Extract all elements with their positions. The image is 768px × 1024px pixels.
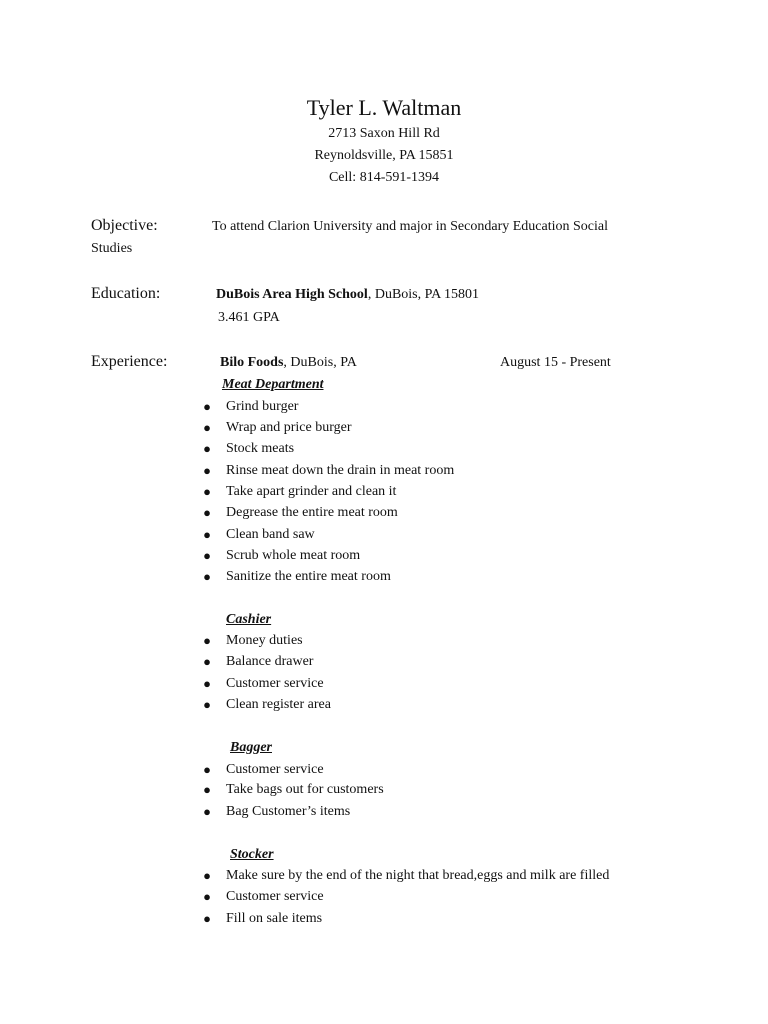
duty-item: Wrap and price burger xyxy=(226,420,352,435)
duty-item: Clean register area xyxy=(226,697,331,712)
bullet-icon: ● xyxy=(203,505,211,520)
duty-item: Money duties xyxy=(226,633,303,648)
bullet-icon: ● xyxy=(203,484,211,499)
school-location: , DuBois, PA 15801 xyxy=(367,287,479,302)
objective-text-line-2: Studies xyxy=(91,241,133,256)
bullet-icon: ● xyxy=(203,633,211,648)
duty-item: Degrease the entire meat room xyxy=(226,505,398,520)
duty-item: Rinse meat down the drain in meat room xyxy=(226,463,455,478)
duty-item: Stock meats xyxy=(226,441,295,456)
experience-label: Experience: xyxy=(91,353,168,370)
objective-label: Objective: xyxy=(91,217,158,234)
duty-item: Take bags out for customers xyxy=(226,782,384,797)
role-title-bagger: Bagger xyxy=(230,740,272,755)
bullet-icon: ● xyxy=(203,868,211,883)
bullet-icon: ● xyxy=(203,527,211,542)
bullet-icon: ● xyxy=(203,654,211,669)
bullet-icon: ● xyxy=(203,804,211,819)
duty-item: Clean band saw xyxy=(226,527,315,542)
bullet-icon: ● xyxy=(203,762,211,777)
gpa: 3.461 GPA xyxy=(218,310,280,325)
duty-item: Customer service xyxy=(226,762,324,777)
duty-item: Fill on sale items xyxy=(226,911,323,926)
objective-text-line-1: To attend Clarion University and major in Secondary Education Social xyxy=(212,219,608,234)
employer-location: , DuBois, PA xyxy=(283,355,357,370)
employer-name: Bilo Foods xyxy=(220,355,284,370)
role-title-cashier: Cashier xyxy=(226,612,272,627)
duty-item: Take apart grinder and clean it xyxy=(226,484,397,499)
bullet-icon: ● xyxy=(203,676,211,691)
duty-item: Grind burger xyxy=(226,399,299,414)
phone-number: Cell: 814-591-1394 xyxy=(328,170,440,185)
bullet-icon: ● xyxy=(203,911,211,926)
bullet-icon: ● xyxy=(203,889,211,904)
bullet-icon: ● xyxy=(203,420,211,435)
bullet-icon: ● xyxy=(203,399,211,414)
bullet-icon: ● xyxy=(203,441,211,456)
resume-name: Tyler L. Waltman xyxy=(306,95,462,120)
role-title-meat-department: Meat Department xyxy=(222,377,324,392)
street-address: 2713 Saxon Hill Rd xyxy=(328,126,440,141)
duty-item: Customer service xyxy=(226,676,324,691)
city-line: Reynoldsville, PA 15851 xyxy=(314,148,454,163)
duty-item: Balance drawer xyxy=(226,654,314,669)
duty-item: Customer service xyxy=(226,889,324,904)
duty-item: Make sure by the end of the night that bread,eggs and milk are filled xyxy=(226,868,610,883)
bullet-icon: ● xyxy=(203,548,211,563)
bullet-icon: ● xyxy=(203,569,211,584)
education-label: Education: xyxy=(91,285,161,302)
bullet-icon: ● xyxy=(203,782,211,797)
employment-dates: August 15 - Present xyxy=(500,355,611,370)
bullet-icon: ● xyxy=(203,463,211,478)
duty-item: Sanitize the entire meat room xyxy=(226,569,391,584)
school-name: DuBois Area High School xyxy=(216,287,368,302)
role-title-stocker: Stocker xyxy=(230,847,274,862)
bullet-icon: ● xyxy=(203,697,211,712)
employer-line xyxy=(220,354,357,372)
duty-item: Scrub whole meat room xyxy=(226,548,361,563)
education-school-line xyxy=(216,286,479,304)
duty-item: Bag Customer’s items xyxy=(226,804,351,819)
